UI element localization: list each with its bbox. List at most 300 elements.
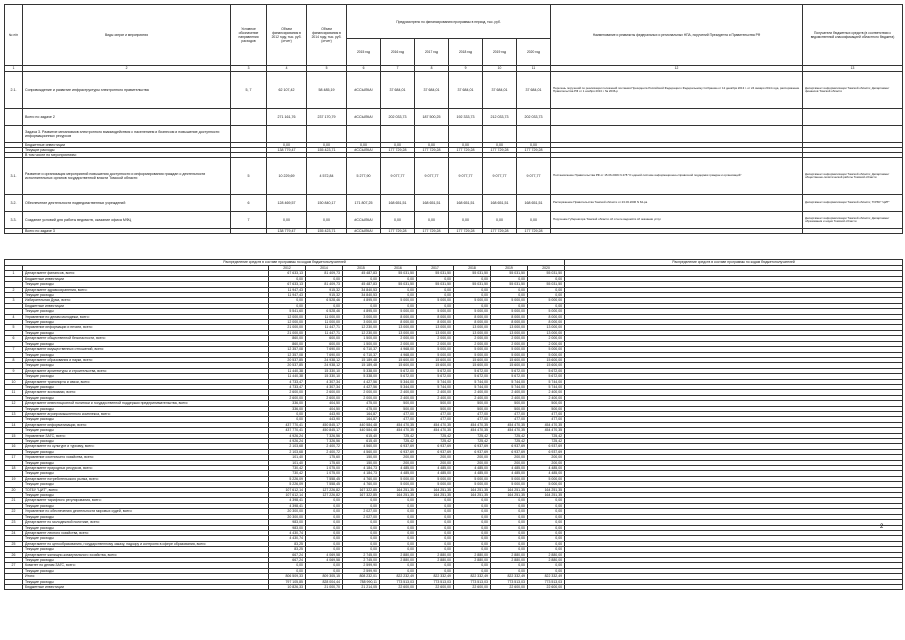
distribution-row-name: Департамент инвестиционной политики и государственной поддержки предпринимательства, всего: bbox=[23, 401, 269, 406]
row-value: 0,00 bbox=[483, 212, 517, 229]
distribution-row-name: Департамент общественной безопасности, всего: bbox=[23, 336, 269, 341]
distribution-value: 4 733,47 bbox=[269, 379, 306, 384]
distribution-value: 22 600,00 bbox=[528, 584, 565, 589]
distribution-row-name: Департамент жилищно-коммунального хозяйства, всего: bbox=[23, 552, 269, 557]
distribution-value: 0,00 bbox=[417, 525, 454, 530]
distribution-value: 5 000,00 bbox=[380, 298, 417, 303]
row-value: 187 500,25 bbox=[415, 109, 449, 126]
distribution-value: 0,00 bbox=[454, 276, 491, 281]
distribution-value: 0,00 bbox=[306, 536, 343, 541]
row-name: Обеспечение деятельности подведомственных учреждений bbox=[23, 195, 231, 212]
distribution-value: 2 000,00 bbox=[454, 336, 491, 341]
distribution-value: 2 600,00 bbox=[306, 390, 343, 395]
distribution-value: 2 000,00 bbox=[491, 336, 528, 341]
distribution-value: 8 000,00 bbox=[417, 320, 454, 325]
distribution-value: 336,00 bbox=[269, 406, 306, 411]
distribution-value: 437 770,41 bbox=[269, 422, 306, 427]
row-value: 0,00 bbox=[307, 212, 347, 229]
distribution-value: 2 745,00 bbox=[343, 557, 380, 562]
row-value: 0,00 bbox=[267, 212, 307, 229]
distribution-value: 2 400,00 bbox=[491, 390, 528, 395]
distribution-value: 127 226,82 bbox=[306, 493, 343, 498]
row-value: 9 077,77 bbox=[517, 158, 551, 195]
header-year-2: 2017 год bbox=[415, 39, 449, 66]
row-value: 168 651,51 bbox=[381, 195, 415, 212]
distribution-value: 21 000,00 bbox=[269, 330, 306, 335]
distribution-value: 0,00 bbox=[306, 568, 343, 573]
distribution-row-name: Департамент финансов, всего: bbox=[23, 271, 269, 276]
row-value bbox=[517, 126, 551, 143]
distribution-value: 4 733,47 bbox=[269, 384, 306, 389]
distribution-value: 5 744,00 bbox=[417, 379, 454, 384]
distribution-value: 4 895,00 bbox=[343, 309, 380, 314]
distribution-value: 500,00 bbox=[380, 406, 417, 411]
distribution-value: 454 470,35 bbox=[380, 428, 417, 433]
distribution-value: 475,00 bbox=[343, 406, 380, 411]
distribution-value: 164 251,35 bbox=[454, 487, 491, 492]
distribution-value: 443,90 bbox=[306, 417, 343, 422]
distribution-value: 0,00 bbox=[269, 303, 306, 308]
distribution-value: 5 744,00 bbox=[454, 379, 491, 384]
distribution-value: 0,00 bbox=[306, 498, 343, 503]
distribution-value: 2 880,00 bbox=[417, 552, 454, 557]
row-name: Всего по задаче 3 bbox=[23, 229, 231, 234]
distribution-row-name: Текущие расходы bbox=[23, 330, 269, 335]
row-value: 0,00 bbox=[517, 143, 551, 148]
distribution-value: 0,00 bbox=[491, 509, 528, 514]
distribution-value: 4 968,00 bbox=[380, 347, 417, 352]
distribution-value: 454 470,35 bbox=[417, 428, 454, 433]
distribution-value: 1 500,00 bbox=[343, 336, 380, 341]
distribution-row-name: Текущие расходы bbox=[23, 449, 269, 454]
distribution-value: 7 326,56 bbox=[306, 433, 343, 438]
distribution-value: 2 880,00 bbox=[380, 557, 417, 562]
distribution-value: 860,00 bbox=[269, 341, 306, 346]
row-value: 168 651,51 bbox=[449, 195, 483, 212]
header-name: Виды затрат и мероприятия bbox=[23, 5, 231, 66]
distribution-value: 164 251,35 bbox=[454, 493, 491, 498]
distribution-value: 11 440,38 bbox=[269, 374, 306, 379]
distribution-row-name: Департамент потребительского рынка, всего: bbox=[23, 476, 269, 481]
row-name: Создание условий для работы ведомств, оказание офиса МФЦ bbox=[23, 212, 231, 229]
distribution-value: 5 000,00 bbox=[454, 482, 491, 487]
distribution-value: 5 000,00 bbox=[417, 298, 454, 303]
distribution-value: 0,00 bbox=[306, 503, 343, 508]
row-value: 202 033,73 bbox=[517, 109, 551, 126]
distribution-value: 4 560,00 bbox=[343, 449, 380, 454]
distribution-value: 13 000,00 bbox=[454, 330, 491, 335]
header-year-5: 2020 год bbox=[517, 39, 551, 66]
row-value: 9 077,77 bbox=[449, 158, 483, 195]
distribution-value: 127 226,82 bbox=[306, 487, 343, 492]
distribution-value: 5 672,00 bbox=[380, 374, 417, 379]
row-value: 168 651,51 bbox=[517, 195, 551, 212]
distribution-value: 477,00 bbox=[454, 417, 491, 422]
distribution-row-name: Текущие расходы bbox=[23, 352, 269, 357]
row-npa bbox=[551, 229, 803, 234]
distribution-value: 725,42 bbox=[528, 439, 565, 444]
distribution-value: 828 004,44 bbox=[306, 579, 343, 584]
distribution-value: 0,00 bbox=[491, 547, 528, 552]
row-value: 9 077,77 bbox=[381, 158, 415, 195]
row-npa bbox=[551, 126, 803, 143]
distribution-value: 34 840,53 bbox=[343, 287, 380, 292]
row-recipient: Департамент информатизации Томской области; ТОГБУ "ЦИТ" bbox=[803, 195, 903, 212]
distribution-value: 0,00 bbox=[269, 411, 306, 416]
distribution-value: 773 513,03 bbox=[417, 579, 454, 584]
distribution-value: 15 600,00 bbox=[417, 363, 454, 368]
distribution-value: 55 031,50 bbox=[454, 271, 491, 276]
row-value: 168 651,51 bbox=[483, 195, 517, 212]
distribution-row-name: Текущие расходы bbox=[23, 536, 269, 541]
distribution-value: 2 000,00 bbox=[417, 341, 454, 346]
distribution-value: 13 000,00 bbox=[454, 325, 491, 330]
distribution-value: 4 485,00 bbox=[528, 466, 565, 471]
row-value: 0,00 bbox=[381, 143, 415, 148]
distribution-value: 5 744,00 bbox=[528, 379, 565, 384]
row-value: 212 033,73 bbox=[483, 109, 517, 126]
distribution-value: 5 744,00 bbox=[454, 384, 491, 389]
distribution-value: 336,00 bbox=[269, 401, 306, 406]
row-code: 7 bbox=[231, 212, 267, 229]
distribution-row-name: Текущие расходы bbox=[23, 341, 269, 346]
distribution-value: 12 230,00 bbox=[343, 325, 380, 330]
distribution-value: 8 000,00 bbox=[380, 314, 417, 319]
row-npa: Поручение Губернатора Томской области об отчете ведомств об оказании услуг bbox=[551, 212, 803, 229]
distribution-value: 5 000,00 bbox=[528, 298, 565, 303]
header-recipients: Получатели бюджетных средств (в соответствии с ведомственной классификацией областного бюджета) bbox=[803, 5, 903, 66]
program-table bbox=[4, 4, 903, 234]
distribution-value: 15 600,00 bbox=[417, 357, 454, 362]
distribution-value: 150,00 bbox=[343, 455, 380, 460]
distribution-value: 6 528,46 bbox=[306, 309, 343, 314]
distribution-value: 5 000,00 bbox=[454, 347, 491, 352]
distribution-value: 13 000,00 bbox=[380, 325, 417, 330]
row-value: 168 651,51 bbox=[415, 195, 449, 212]
distribution-value: 15 600,00 bbox=[380, 363, 417, 368]
distribution-value: 4 895,00 bbox=[343, 298, 380, 303]
distribution-value: 2 000,00 bbox=[417, 336, 454, 341]
header-year-4: 2019 год bbox=[483, 39, 517, 66]
distribution-value: 0,00 bbox=[306, 525, 343, 530]
row-value: 10 229,69 bbox=[267, 158, 307, 195]
column-number: 4 bbox=[267, 66, 307, 72]
row-value: 4 572,84 bbox=[307, 158, 347, 195]
distribution-value: 915,32 bbox=[306, 293, 343, 298]
row-recipient bbox=[803, 229, 903, 234]
distribution-value: 5 338,00 bbox=[343, 368, 380, 373]
distribution-value: 24 938,12 bbox=[306, 357, 343, 362]
distribution-value: 8 000,00 bbox=[491, 314, 528, 319]
distribution-value: 7 690,00 bbox=[306, 352, 343, 357]
distribution-value: 822 332,49 bbox=[491, 574, 528, 579]
distribution-value: 0,00 bbox=[454, 568, 491, 573]
distribution-value: 0,00 bbox=[417, 536, 454, 541]
distribution-value: 0,00 bbox=[528, 568, 565, 573]
distribution-value: 15 600,00 bbox=[491, 357, 528, 362]
distribution-row-name: Текущие расходы bbox=[23, 503, 269, 508]
row-recipient bbox=[803, 126, 903, 143]
distribution-value: 2 000,00 bbox=[380, 341, 417, 346]
distribution-value: 4 926,24 bbox=[269, 433, 306, 438]
distribution-row-name: Текущие расходы bbox=[23, 568, 269, 573]
distribution-value: 150,00 bbox=[343, 460, 380, 465]
distribution-value: 0,00 bbox=[528, 514, 565, 519]
distribution-row bbox=[5, 584, 903, 589]
distribution-value: 2 600,00 bbox=[269, 395, 306, 400]
distribution-blank bbox=[565, 584, 903, 589]
distribution-value: 13 000,00 bbox=[417, 325, 454, 330]
column-number: 13 bbox=[803, 66, 903, 72]
header-vol-2014: Объем финансирования в 2014 году, тыс. руб. (отчет) bbox=[307, 5, 347, 66]
row-number: 3.3. bbox=[5, 212, 23, 229]
distribution-value: 200,00 bbox=[491, 460, 528, 465]
distribution-value: 443,90 bbox=[306, 411, 343, 416]
column-number: 7 bbox=[381, 66, 415, 72]
distribution-value: 8 000,00 bbox=[528, 314, 565, 319]
distribution-value: 11 000,00 bbox=[306, 320, 343, 325]
distribution-row-number: 27 bbox=[5, 563, 23, 568]
distribution-value: 0,00 bbox=[454, 287, 491, 292]
distribution-row-number: 22 bbox=[5, 509, 23, 514]
distribution-value: 22 600,00 bbox=[380, 584, 417, 589]
distribution-value: 0,00 bbox=[528, 530, 565, 535]
distribution-value: 0,00 bbox=[454, 509, 491, 514]
row-code: 5, 7 bbox=[231, 72, 267, 109]
distribution-value: 200,00 bbox=[528, 455, 565, 460]
distribution-value: 34 840,53 bbox=[343, 293, 380, 298]
distribution-value: 0,00 bbox=[454, 536, 491, 541]
row-value bbox=[307, 126, 347, 143]
distribution-row-number: 16 bbox=[5, 444, 23, 449]
distribution-value: 67 633,13 bbox=[269, 271, 306, 276]
distribution-value: 8 000,00 bbox=[454, 320, 491, 325]
distribution-value: 2 027,00 bbox=[343, 509, 380, 514]
distribution-row-name: Управление по обеспечению деятельности мировых судей, всего: bbox=[23, 509, 269, 514]
distribution-value: 164 251,35 bbox=[491, 493, 528, 498]
distribution-row-name: Итого: bbox=[23, 574, 269, 579]
distribution-value: 475,00 bbox=[343, 401, 380, 406]
distribution-row-number: 6 bbox=[5, 336, 23, 341]
header-year-1: 2016 год bbox=[381, 39, 415, 66]
distribution-row-name: Управление охотничьего хозяйства, всего: bbox=[23, 455, 269, 460]
row-value: 150 840,17 bbox=[307, 195, 347, 212]
row-value: 177 729,28 bbox=[449, 148, 483, 153]
row-value: 177 729,28 bbox=[517, 148, 551, 153]
distribution-value: 5 226,09 bbox=[269, 482, 306, 487]
distribution-value: 822 232,49 bbox=[380, 574, 417, 579]
distribution-year: 2020 bbox=[528, 266, 565, 271]
distribution-year: 2012 bbox=[269, 266, 306, 271]
distribution-row-name: Текущие расходы bbox=[23, 417, 269, 422]
distribution-value: 440 584,48 bbox=[343, 428, 380, 433]
distribution-value: 0,00 bbox=[306, 541, 343, 546]
distribution-value: 0,00 bbox=[417, 509, 454, 514]
distribution-value: 20 300,00 bbox=[269, 509, 306, 514]
distribution-value: 2 400,72 bbox=[306, 449, 343, 454]
distribution-row-name: Текущие расходы bbox=[23, 514, 269, 519]
distribution-value: 15 189,48 bbox=[343, 357, 380, 362]
distribution-value: 5 672,00 bbox=[528, 368, 565, 373]
distribution-value: 4 307,34 bbox=[306, 379, 343, 384]
distribution-row-number: 4 bbox=[5, 314, 23, 319]
distribution-value: 4 427,56 bbox=[343, 379, 380, 384]
distribution-value: 20 537,85 bbox=[269, 357, 306, 362]
row-value: 202 033,73 bbox=[381, 109, 415, 126]
distribution-row-name: Текущие расходы bbox=[23, 471, 269, 476]
row-value: 138 779,47 bbox=[267, 148, 307, 153]
distribution-value: 730,42 bbox=[269, 466, 306, 471]
distribution-value: 5 672,00 bbox=[417, 368, 454, 373]
distribution-value: 4 968,00 bbox=[380, 352, 417, 357]
distribution-value: 500,00 bbox=[417, 406, 454, 411]
distribution-value: 0,00 bbox=[380, 563, 417, 568]
header-npa: Наименование и реквизиты федеральных и региональных НПА, поручений Президента и Правительства РФ bbox=[551, 5, 803, 66]
distribution-value: 0,00 bbox=[417, 503, 454, 508]
distribution-row-name: Департамент информатизации, всего: bbox=[23, 422, 269, 427]
distribution-value: 725,42 bbox=[454, 439, 491, 444]
distribution-value: 600,00 bbox=[306, 336, 343, 341]
distribution-value: 0,00 bbox=[380, 503, 417, 508]
distribution-value: 5 000,00 bbox=[417, 476, 454, 481]
distribution-value: 55 031,50 bbox=[528, 282, 565, 287]
distribution-value: 5 000,00 bbox=[528, 309, 565, 314]
row-value: 177 729,28 bbox=[381, 148, 415, 153]
distribution-value: 0,00 bbox=[528, 287, 565, 292]
distribution-row-name: Департамент образования и науки, всего: bbox=[23, 357, 269, 362]
distribution-value: 0,00 bbox=[528, 536, 565, 541]
distribution-value: 0,00 bbox=[454, 541, 491, 546]
distribution-value: 5 000,00 bbox=[454, 298, 491, 303]
distribution-year: 2019 bbox=[491, 266, 528, 271]
distribution-value: 4 760,00 bbox=[343, 482, 380, 487]
distribution-value: 2 400,00 bbox=[454, 390, 491, 395]
column-number: 3 bbox=[231, 66, 267, 72]
distribution-value: 3 000,00 bbox=[343, 320, 380, 325]
distribution-value: 0,00 bbox=[380, 547, 417, 552]
distribution-row-name: Текущие расходы bbox=[23, 579, 269, 584]
distribution-value: 0,00 bbox=[528, 503, 565, 508]
row-number bbox=[5, 126, 23, 143]
distribution-value: 5 672,00 bbox=[417, 374, 454, 379]
distribution-value: 2 880,00 bbox=[491, 557, 528, 562]
row-value: 58 485,19 bbox=[307, 72, 347, 109]
distribution-value: 0,00 bbox=[417, 530, 454, 535]
distribution-value: 5 000,00 bbox=[417, 347, 454, 352]
distribution-value: 2 103,68 bbox=[269, 449, 306, 454]
header-period: Предусмотрено по финансированию программы в период, тыс. руб. bbox=[347, 5, 551, 39]
distribution-row-name: Текущие расходы bbox=[23, 525, 269, 530]
distribution-value: 0,00 bbox=[380, 525, 417, 530]
distribution-value: 773 513,03 bbox=[491, 579, 528, 584]
distribution-value: 822 332,49 bbox=[417, 574, 454, 579]
distribution-value: 1 075,00 bbox=[306, 466, 343, 471]
distribution-value: 101,40 bbox=[269, 455, 306, 460]
distribution-value: 773 513,03 bbox=[454, 579, 491, 584]
distribution-value: 725,42 bbox=[380, 433, 417, 438]
distribution-value: 21 214,05 bbox=[343, 584, 380, 589]
distribution-value: 500,00 bbox=[380, 401, 417, 406]
distribution-row-name: Департамент имущественных отношений, всего: bbox=[23, 347, 269, 352]
row-value: 155 423,71 bbox=[307, 148, 347, 153]
distribution-value: 0,00 bbox=[380, 568, 417, 573]
distribution-value: 7 326,56 bbox=[306, 439, 343, 444]
distribution-value: 0,00 bbox=[343, 536, 380, 541]
distribution-value: 806 509,33 bbox=[269, 574, 306, 579]
distribution-row-number: 14 bbox=[5, 422, 23, 427]
distribution-value: 4 926,24 bbox=[269, 439, 306, 444]
distribution-value: 0,00 bbox=[491, 536, 528, 541]
distribution-value: 7 558,45 bbox=[306, 476, 343, 481]
distribution-caption: Распределение средств в составе программы по кодам бюджетополучателей bbox=[5, 260, 565, 266]
column-number: 2 bbox=[23, 66, 231, 72]
distribution-value: 6 937,69 bbox=[417, 449, 454, 454]
distribution-value: 167 322,85 bbox=[343, 493, 380, 498]
distribution-value: 4 427,56 bbox=[343, 384, 380, 389]
column-number: 1 bbox=[5, 66, 23, 72]
distribution-row-number: 23 bbox=[5, 520, 23, 525]
row-value: 0,00 bbox=[381, 212, 415, 229]
distribution-value: 404,50 bbox=[306, 401, 343, 406]
distribution-value: 2 880,00 bbox=[380, 552, 417, 557]
distribution-value: 2 000,00 bbox=[343, 390, 380, 395]
row-value: 37 684,01 bbox=[517, 72, 551, 109]
column-number: 8 bbox=[415, 66, 449, 72]
distribution-value: 5 000,00 bbox=[491, 309, 528, 314]
distribution-value: 13 000,00 bbox=[491, 325, 528, 330]
distribution-value: 5 744,00 bbox=[417, 384, 454, 389]
distribution-value: 0,00 bbox=[343, 498, 380, 503]
distribution-value: 0,00 bbox=[380, 276, 417, 281]
distribution-value: 0,00 bbox=[454, 547, 491, 552]
distribution-value: 5 000,00 bbox=[491, 298, 528, 303]
row-value bbox=[347, 126, 381, 143]
distribution-value: 477,00 bbox=[417, 411, 454, 416]
distribution-value: 11 447,71 bbox=[306, 325, 343, 330]
distribution-value: 0,00 bbox=[417, 568, 454, 573]
distribution-value: 4 184,73 bbox=[343, 471, 380, 476]
distribution-value: 2 000,00 bbox=[454, 341, 491, 346]
distribution-value: 6 937,69 bbox=[454, 449, 491, 454]
distribution-row-name: Текущие расходы bbox=[23, 547, 269, 552]
distribution-value: 0,00 bbox=[491, 568, 528, 573]
distribution-value: 0,00 bbox=[306, 514, 343, 519]
distribution-value: 0,00 bbox=[528, 509, 565, 514]
distribution-year: 2017 bbox=[417, 266, 454, 271]
row-value: 0,00 bbox=[517, 212, 551, 229]
distribution-value: 4 485,00 bbox=[417, 471, 454, 476]
distribution-value: 45 487,83 bbox=[343, 282, 380, 287]
distribution-value: 2 599,90 bbox=[343, 563, 380, 568]
distribution-value: 6 528,46 bbox=[306, 298, 343, 303]
distribution-value: 5 000,00 bbox=[454, 309, 491, 314]
distribution-value: 454 470,35 bbox=[528, 428, 565, 433]
distribution-value: 500,00 bbox=[417, 401, 454, 406]
distribution-value: 0,00 bbox=[454, 498, 491, 503]
distribution-value: 0,00 bbox=[306, 520, 343, 525]
distribution-value: 83,25 bbox=[269, 547, 306, 552]
distribution-value: 8 000,00 bbox=[491, 320, 528, 325]
row-value bbox=[483, 126, 517, 143]
row-value: 9 077,77 bbox=[483, 158, 517, 195]
distribution-value: 2 400,00 bbox=[454, 395, 491, 400]
program-row bbox=[5, 126, 903, 143]
distribution-value: 5 000,00 bbox=[417, 482, 454, 487]
distribution-value: 15 189,48 bbox=[343, 363, 380, 368]
distribution-value: 13 000,00 bbox=[417, 330, 454, 335]
distribution-value: 0,00 bbox=[343, 547, 380, 552]
distribution-value: 7 690,00 bbox=[306, 347, 343, 352]
